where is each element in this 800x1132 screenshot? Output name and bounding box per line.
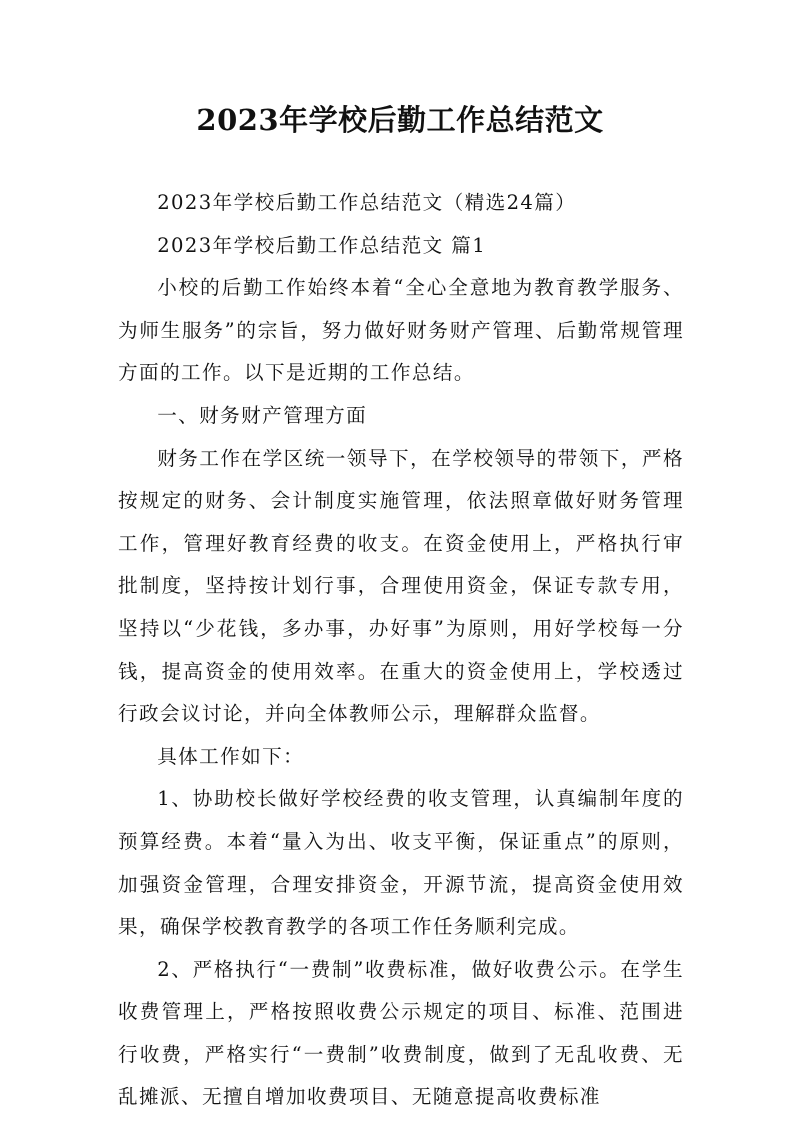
paragraph-details-heading: 具体工作如下： xyxy=(157,744,305,768)
paragraph-section-heading: 一、财务财产管理方面 xyxy=(157,403,368,427)
paragraph-item-2: 2、严格执行“一费制”收费标准，做好收费公示。在学生收费管理上，严格按照收费公示规定的项目、标准、范围进行收费，严格实行“一费制”收费制度，做到了无乱收费、无乱摊派、无擅自增加收费项目、无随意提高收费标准 xyxy=(118,957,684,1109)
paragraph-finance: 财务工作在学区统一领导下，在学校领导的带领下，严格按规定的财务、会计制度实施管理，依法照章做好财务管理工作，管理好教育经费的收支。在资金使用上，严格执行审批制度，坚持按计划行事，合理使用资金，保证专款专用，坚持以“少花钱，多办事，办好事”为原则，用好学校每一分钱，提高资金的使用效率。在重大的资金使用上，学校透过行政会议讨论，并向全体教师公示，理解群众监督。 xyxy=(118,446,684,726)
paragraph-intro: 小校的后勤工作始终本着“全心全意地为教育教学服务、为师生服务”的宗旨，努力做好财务财产管理、后勤常规管理方面的工作。以下是近期的工作总结。 xyxy=(118,276,684,385)
document-body xyxy=(118,182,684,1119)
paragraph-subtitle: 2023年学校后勤工作总结范文（精选24篇） xyxy=(157,191,577,214)
paragraph-article-heading: 2023年学校后勤工作总结范文 篇1 xyxy=(157,233,487,257)
document-title: 2023年学校后勤工作总结范文 xyxy=(196,103,604,137)
paragraph-item-1: 1、协助校长做好学校经费的收支管理，认真编制年度的预算经费。本着“量入为出、收支平衡，保证重点”的原则，加强资金管理，合理安排资金，开源节流，提高资金使用效果，确保学校教育教学的各项工作任务顺利完成。 xyxy=(118,787,684,939)
